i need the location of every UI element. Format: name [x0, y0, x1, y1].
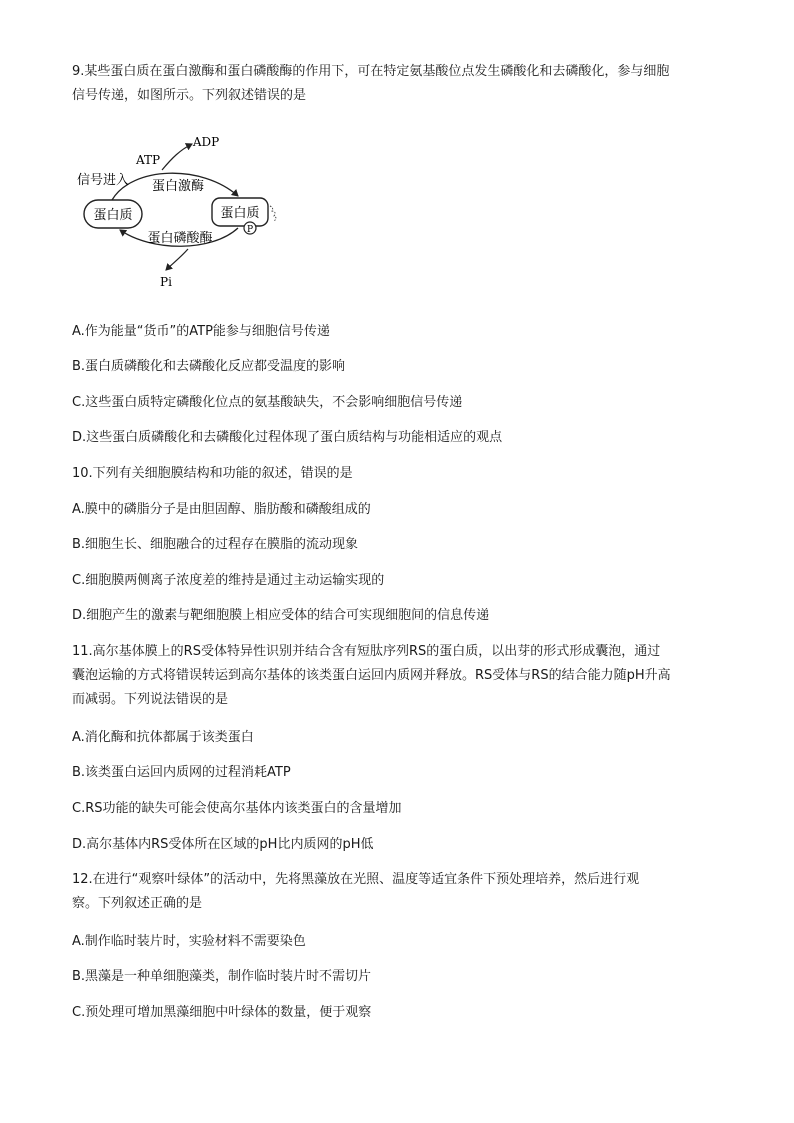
q10-option-b: B.细胞生长、细胞融合的过程存在膜脂的流动现象 [72, 537, 359, 552]
q9-stem-line1: 9.某些蛋白质在蛋白激酶和蛋白磷酸酶的作用下，可在特定氨基酸位点发生磷酸化和去磷酸化，参与细胞 [72, 64, 670, 79]
q11-option-b: B.该类蛋白运回内质网的过程消耗ATP [72, 765, 291, 780]
atp-label: ATP [135, 153, 161, 167]
phosphatase-label: 蛋白磷酸酶 [147, 231, 213, 246]
q10-stem: 10.下列有关细胞膜结构和功能的叙述，错误的是 [72, 466, 353, 481]
q11-option-c: C.RS功能的缺失可能会使高尔基体内该类蛋白的含量增加 [72, 801, 402, 816]
q12-option-c: C.预处理可增加黑藻细胞中叶绿体的数量，便于观察 [72, 1005, 372, 1020]
phosphate-label: P [246, 225, 254, 235]
q10-option-a: A.膜中的磷脂分子是由胆固醇、脂肪酸和磷酸组成的 [72, 502, 371, 517]
q9-option-b: B.蛋白质磷酸化和去磷酸化反应都受温度的影响 [72, 359, 346, 374]
signal-in-label: 信号进入 [77, 173, 130, 188]
q9-stem-line2: 信号传递，如图所示。下列叙述错误的是 [72, 88, 307, 103]
q9-option-d: D.这些蛋白质磷酸化和去磷酸化过程体现了蛋白质结构与功能相适应的观点 [72, 430, 503, 445]
q9-option-a: A.作为能量“货币”的ATP能参与细胞信号传递 [72, 324, 330, 339]
kinase-label: 蛋白激酶 [151, 179, 205, 194]
q11-stem-line1: 11.高尔基体膜上的RS受体特异性识别并结合含有短肽序列RS的蛋白质，以出芽的形式形成囊泡，通过 [72, 644, 661, 659]
q12-option-b: B.黑藻是一种单细胞藻类，制作临时装片时不需切片 [72, 969, 372, 984]
pi-arrow [166, 249, 188, 270]
q11-option-a: A.消化酶和抗体都属于该类蛋白 [72, 730, 254, 745]
atp-adp-arrow [162, 144, 192, 170]
adp-label: ADP [192, 135, 220, 149]
q10-option-c: C.细胞膜两侧离子浓度差的维持是通过主动运输实现的 [72, 573, 385, 588]
protein-phosphorylation-diagram [72, 128, 302, 298]
binding-site-mark [270, 206, 276, 221]
q9-option-c: C.这些蛋白质特定磷酸化位点的氨基酸缺失，不会影响细胞信号传递 [72, 395, 463, 410]
q12-stem-line2: 察。下列叙述正确的是 [72, 896, 203, 911]
q10-option-d: D.细胞产生的激素与靶细胞膜上相应受体的结合可实现细胞间的信息传递 [72, 608, 490, 623]
pi-label: Pi [160, 275, 172, 289]
q11-stem-line3: 而减弱。下列说法错误的是 [72, 692, 229, 707]
q11-option-d: D.高尔基体内RS受体所在区域的pH比内质网的pH低 [72, 837, 374, 852]
q11-stem-line2: 囊泡运输的方式将错误转运到高尔基体的该类蛋白运回内质网并释放。RS受体与RS的结合能力随pH升高 [72, 668, 671, 683]
q12-stem-line1: 12.在进行“观察叶绿体”的活动中，先将黑藻放在光照、温度等适宜条件下预处理培养，然后进行观 [72, 872, 640, 887]
protein-left-label: 蛋白质 [93, 208, 133, 223]
protein-right-label: 蛋白质 [220, 206, 260, 221]
q12-option-a: A.制作临时装片时，实验材料不需要染色 [72, 934, 306, 949]
